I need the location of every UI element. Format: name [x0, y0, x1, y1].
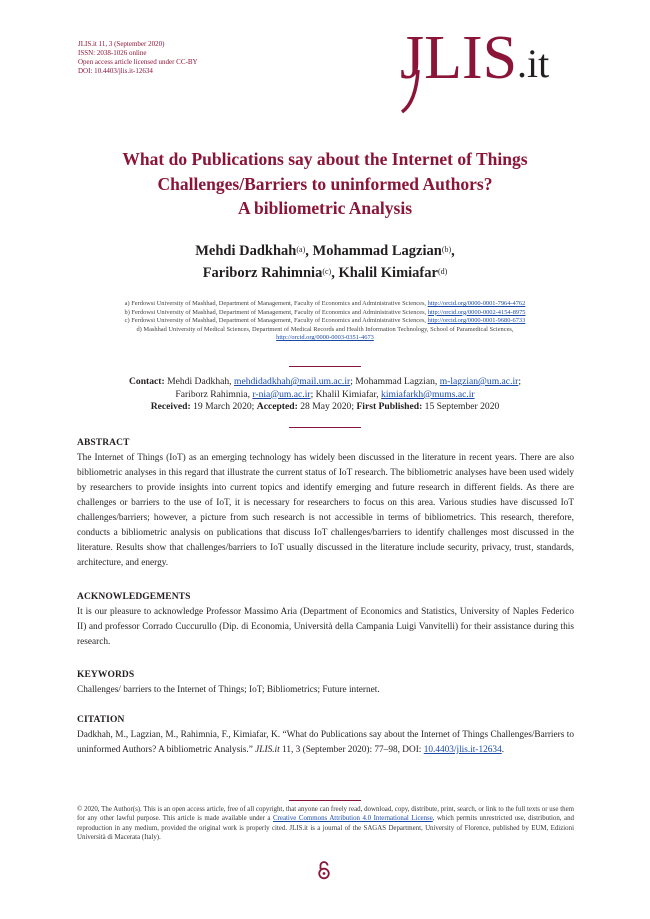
citation-body: Dadkhah, M., Lagzian, M., Rahimnia, F., Kimiafar, K. “What do Publications say about the Internet of Things Challenges/Barriers to uninformed Authors? A bibliometric Analysis.” JLIS.it 11, 3 (September 2020): 77–98, DOI: 10.4403/jlis.it-12634.: [77, 730, 574, 755]
footnote-divider: [289, 800, 361, 801]
title-line-2: Challenges/Barriers to uninformed Authors?: [157, 173, 493, 194]
author-name: Khalil Kimiafar: [338, 265, 438, 281]
journal-doi: DOI: 10.4403/jlis.it-12634: [78, 67, 153, 75]
author-name: Fariborz Rahimnia: [202, 265, 323, 281]
license-link[interactable]: Creative Commons Attribution 4.0 International License: [273, 815, 433, 823]
title-line-1: What do Publications say about the Internet of Things: [122, 149, 528, 169]
orcid-link[interactable]: http://orcid.org/0000-0003-0351-4673: [276, 334, 374, 342]
orcid-link[interactable]: http://orcid.org/0000-0002-4154-8975: [427, 308, 526, 316]
citation-heading: CITATION: [77, 715, 125, 725]
email-link[interactable]: mehdidadkhah@mail.um.ac.ir: [233, 376, 351, 387]
acknowledgements-heading: ACKNOWLEDGEMENTS: [77, 592, 191, 602]
divider-top: [289, 366, 361, 367]
journal-issue: JLIS.it 11, 3 (September 2020): [78, 40, 165, 48]
copyright-footnote: © 2020, The Author(s). This is an open access article, free of all copyright, that anyone can freely read, download, copy, distribute, print, search, or link to the full texts or use them for any other lawful purpose. This article is made available under a Creative Commons Attribution 4.0 International License, which permits unrestricted use, distribution, and reproduction in any medium, provided the original work is properly cited. JLIS.it is a journal of the SAGAS Department, University of Florence, published by EUM, Edizioni Università di Macerata (Italy).: [77, 806, 574, 842]
journal-license: Open access article licensed under CC-BY: [78, 58, 198, 66]
contact-line-1: Contact: Mehdi Dadkhah, mehdidadkhah@mail.um.ac.ir; Mohammad Lagzian, m-lagzian@um.ac.ir;: [129, 376, 521, 387]
orcid-link[interactable]: http://orcid.org/0000-0001-9680-6733: [427, 317, 526, 325]
journal-issn: ISSN: 2038-1026 online: [78, 49, 147, 57]
authors-line-2: Fariborz Rahimnia$^{(c)}$, Khalil Kimiafar$^{(d)}$: [202, 265, 448, 281]
affiliation-a: a) Ferdowsi University of Mashhad, Department of Management, Faculty of Economics and Administrative Sciences, http://orcid.org/0000-0001-7964-4762: [124, 300, 526, 307]
logo-text-main: JLIS: [400, 24, 518, 92]
open-access-icon: [317, 860, 331, 880]
affiliation-b: b) Ferdowsi University of Mashhad, Department of Management, Faculty of Economics and Administrative Sciences, http://orcid.org/0000-0002-4154-8975: [124, 308, 526, 316]
author-affil-mark: (c): [322, 267, 332, 276]
email-link[interactable]: kimiafarkh@mums.ac.ir: [381, 388, 475, 400]
author-affil-mark: (b): [441, 245, 452, 254]
affiliation-d: d) Mashhad University of Medical Sciences, Department of Medical Records and Health Information Technology, School of Paramedical Sciences,: [136, 325, 514, 333]
dates-line: Received: 19 March 2020; Accepted: 28 May 2020; First Published: 15 September 2020: [150, 401, 500, 413]
email-link[interactable]: m-lagzian@um.ac.ir: [439, 376, 519, 387]
title-line-3: A bibliometric Analysis: [237, 198, 413, 218]
journal-meta: [78, 40, 198, 76]
doi-link[interactable]: 10.4403/jlis.it-12634: [423, 745, 502, 755]
affiliations: [60, 300, 590, 343]
contact-block: [60, 376, 590, 414]
keywords-body: Challenges/ barriers to the Internet of Things; IoT; Bibliometrics; Future internet.: [77, 685, 380, 695]
affiliation-c: c) Ferdowsi University of Mashhad, Department of Management, Faculty of Economics and Administrative Sciences, http://orcid.org/0000-0001-9680-6733: [124, 317, 526, 325]
contact-line-2: Fariborz Rahimnia, r-nia@um.ac.ir; Khalil Kimiafar, kimiafarkh@mums.ac.ir: [175, 388, 475, 400]
keywords-heading: KEYWORDS: [77, 670, 135, 680]
author-affil-mark: (d): [437, 267, 448, 276]
abstract-body: The Internet of Things (IoT) as an emerging technology has widely been discussed in the literature in recent years. There are also bibliometric analyses in this regard that illustrate the current status of IoT research. The bibliometric analyses have been used widely by researchers to provide insights into current topics and identify emerging and future research in different fields. As there are challenges or barriers to the use of IoT, it is necessary for researchers to focus on this area. Various studies have discussed IoT challenges/barriers; however, a picture from such research is not accessible in terms of bibliometrics. This research, therefore, conducts a bibliometric analysis on publications that discuss IoT challenges/barriers to identify challenges most discussed in the literature. Results show that challenges/barriers to IoT usually discussed in the literature include security, privacy, trust, standards, architecture, and energy.: [77, 453, 574, 568]
author-name: Mohammad Lagzian: [312, 243, 442, 259]
divider-bottom: [289, 427, 361, 428]
author-affil-mark: (a): [296, 245, 306, 254]
email-link[interactable]: r-nia@um.ac.ir: [252, 388, 311, 400]
authors-line-1: Mehdi Dadkhah$^{(a)}$, Mohammad Lagzian$^{(b)}$,: [195, 243, 455, 259]
logo-text-suffix: .it: [517, 41, 550, 86]
jlis-logo: [398, 20, 578, 115]
acknowledgements-body: It is our pleasure to acknowledge Professor Massimo Aria (Department of Economics and Statistics, University of Naples Federico II) and professor Corrado Cuccurullo (Dip. di Economia, Università della Campania Luigi Vanvitelli) for their assistance during this research.: [77, 607, 574, 647]
authors: [40, 240, 610, 284]
article-title: [40, 147, 610, 221]
orcid-link[interactable]: http://orcid.org/0000-0001-7964-4762: [427, 300, 526, 307]
abstract-heading: ABSTRACT: [77, 438, 130, 448]
author-name: Mehdi Dadkhah: [195, 243, 297, 259]
affiliation-d-link: [60, 334, 590, 343]
